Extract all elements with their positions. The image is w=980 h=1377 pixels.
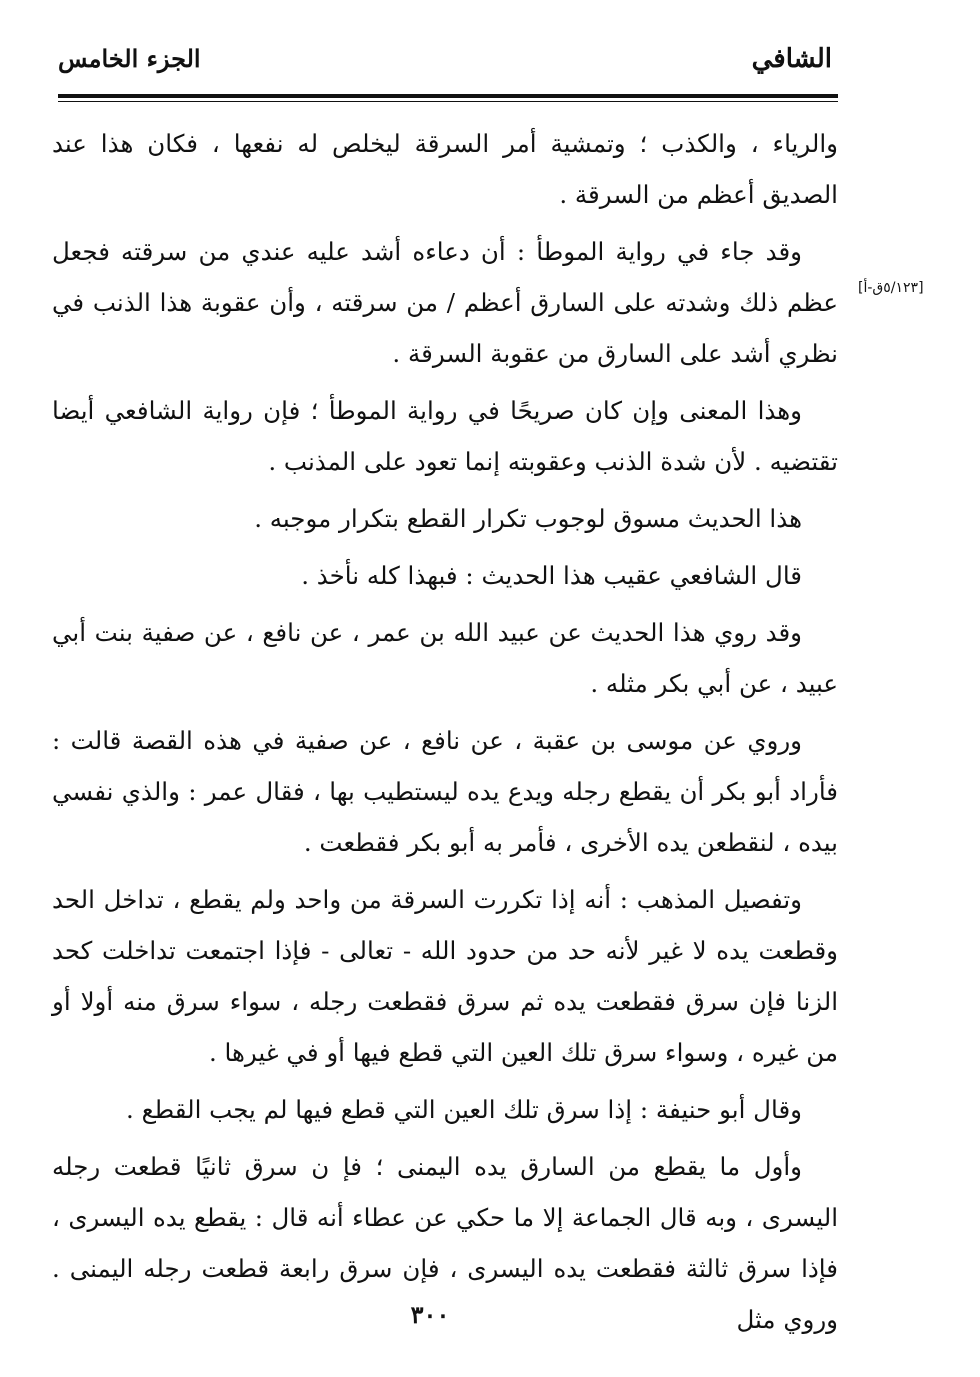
paragraph: والرياء ، والكذب ؛ وتمشية أمر السرقة ليخلص له نفعها ، فكان هذا عند الصديق أعظم من السرقة . <box>52 129 838 209</box>
paragraph: قال الشافعي عقيب هذا الحديث : فبهذا كله نأخذ . <box>301 561 802 590</box>
header-rule-thin <box>58 101 838 102</box>
body-text <box>52 118 838 1351</box>
paragraph: وروي عن موسى بن عقبة ، عن نافع ، عن صفية في هذه القصة قالت : فأراد أبو بكر أن يقطع رجله ويدع يده ليستطيب بها ، فقال عمر : والذي نفسي بيده ، لنقطعن يده الأخرى ، فأمر به أبو بكر فقطعت . <box>52 726 838 857</box>
paragraph: وقد جاء في رواية الموطأ : أن دعاءه أشد عليه عندي من سرقته فجعل عظم ذلك وشدته على السارق أعظم / من سرقته ، وأن عقوبة هذا الذنب في نظري أشد على السارق من عقوبة السرقة . <box>52 237 838 368</box>
margin-manuscript-reference: [٥/١٢٣ق-أ] <box>858 280 924 296</box>
paragraph: وتفصيل المذهب : أنه إذا تكررت السرقة من واحد ولم يقطع ، تداخل الحد وقطعت يده لا غير لأنه حد من حدود الله - تعالى - فإذا اجتمعت تداخلت كحد الزنا فإن سرق فقطعت يده ثم سرق فقطعت رجله ، سواء سرق منه أولا أو من غيره ، وسواء سرق تلك العين التي قطع فيها أو في غيرها . <box>52 885 838 1067</box>
paragraph: وقال أبو حنيفة : إذا سرق تلك العين التي قطع فيها لم يجب القطع . <box>126 1095 802 1124</box>
volume-title: الجزء الخامس <box>58 44 201 73</box>
paragraph: وقد روي هذا الحديث عن عبيد الله بن عمر ، عن نافع ، عن صفية بنت أبي عبيد ، عن أبي بكر مثله . <box>52 618 838 698</box>
paragraph: وأول ما يقطع من السارق يده اليمنى ؛ فإ ن سرق ثانيًا قطعت رجله اليسرى ، وبه قال الجماعة إلا ما حكي عن عطاء أنه قال : يقطع يده اليسرى ، فإذا سرق ثالثة فقطعت يده اليسرى ، فإن سرق رابعة قطعت رجله اليمنى . وروي مثل <box>52 1152 838 1334</box>
paragraph: هذا الحديث مسوق لوجوب تكرار القطع بتكرار موجبه . <box>254 504 802 533</box>
paragraph: وهذا المعنى وإن كان صريحًا في رواية الموطأ ؛ فإن رواية الشافعي أيضا تقتضيه . لأن شدة الذنب وعقوبته إنما تعود على المذنب . <box>52 396 838 476</box>
page-number: ٣٠٠ <box>410 1300 450 1329</box>
running-header <box>58 44 838 92</box>
book-title: الشافي <box>751 44 832 74</box>
header-rule-thick <box>58 94 838 98</box>
